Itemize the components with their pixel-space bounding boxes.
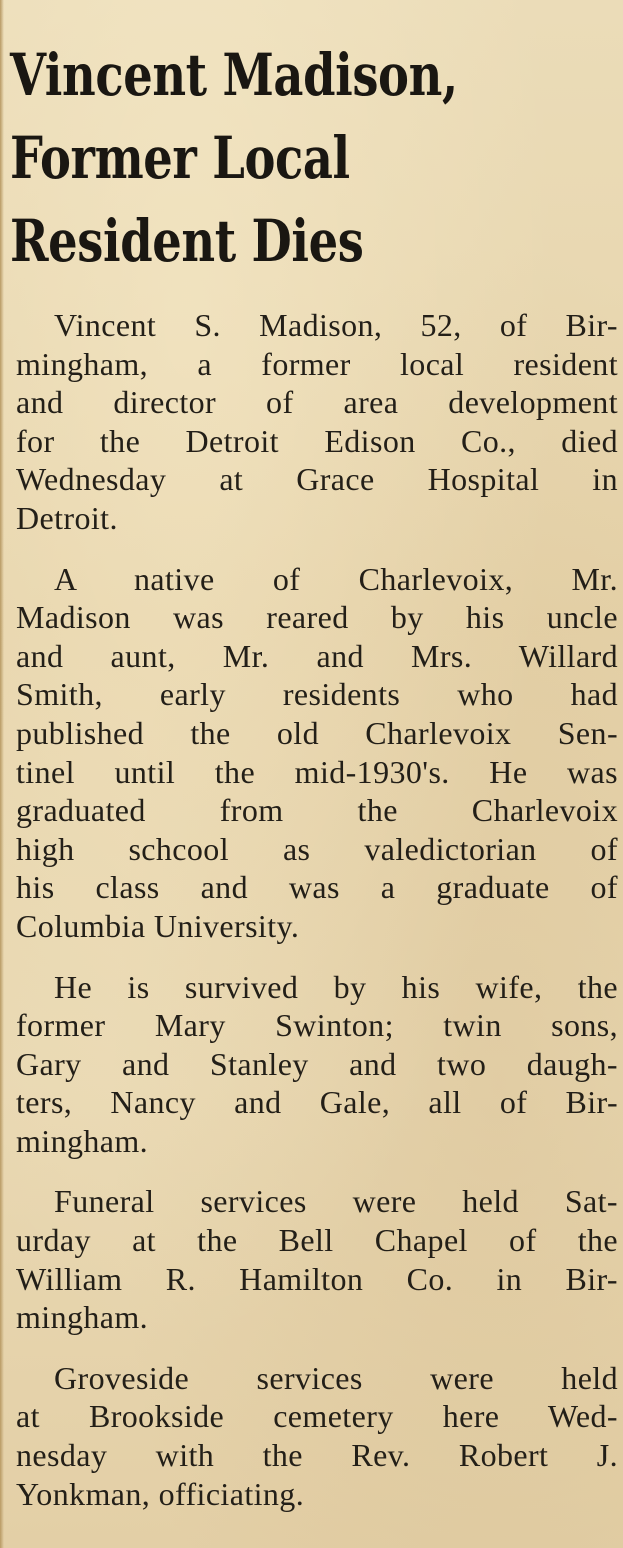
text-line: He is survived by his wife, the [54, 968, 618, 1005]
text-line: Detroit. [16, 499, 118, 536]
paragraph [16, 968, 618, 1161]
text-line: Madison was reared by his uncle [16, 599, 618, 636]
text-line: his class and was a graduate of [16, 869, 618, 906]
article-body [16, 306, 618, 1535]
text-line: at Brookside cemetery here Wed- [16, 1398, 618, 1435]
paragraph [16, 1359, 618, 1513]
text-line: Yonkman, officiating. [16, 1475, 305, 1512]
text-line: for the Detroit Edison Co., died [16, 422, 618, 459]
text-line: William R. Hamilton Co. in Bir- [16, 1260, 618, 1297]
clipping-edge [0, 0, 4, 1548]
headline [10, 34, 490, 283]
text-line: high schcool as valedictorian of [16, 830, 618, 867]
text-line: Wednesday at Grace Hospital in [16, 461, 618, 498]
headline-line: Former Local [10, 124, 350, 192]
text-line: former Mary Swinton; twin sons, [16, 1007, 618, 1044]
text-line: Vincent S. Madison, 52, of Bir- [54, 307, 618, 343]
text-line: Funeral services were held Sat- [54, 1183, 618, 1220]
text-line: mingham. [16, 1122, 149, 1159]
text-line: Groveside services were held [54, 1359, 618, 1396]
paragraph [16, 560, 618, 946]
headline-line: Resident Dies [10, 207, 364, 275]
paragraph [16, 1182, 618, 1336]
text-line: A native of Charlevoix, Mr. [54, 560, 618, 597]
text-line: Columbia University. [16, 907, 300, 944]
text-line: and director of area development [16, 384, 618, 421]
text-line: urday at the Bell Chapel of the [16, 1222, 618, 1259]
text-line: published the old Charlevoix Sen- [16, 714, 618, 751]
text-line: and aunt, Mr. and Mrs. Willard [16, 637, 618, 674]
text-line: mingham, a former local resident [16, 345, 618, 382]
headline-line: Vincent Madison, [10, 41, 458, 109]
text-line: Gary and Stanley and two daugh- [16, 1045, 618, 1082]
text-line: nesday with the Rev. Robert J. [16, 1437, 618, 1474]
text-line: ters, Nancy and Gale, all of Bir- [16, 1084, 618, 1121]
text-line: graduated from the Charlevoix [16, 792, 618, 829]
text-line: mingham. [16, 1299, 149, 1336]
text-line: Smith, early residents who had [16, 676, 618, 713]
paragraph [16, 306, 618, 538]
text-line: tinel until the mid-1930's. He was [16, 753, 618, 790]
